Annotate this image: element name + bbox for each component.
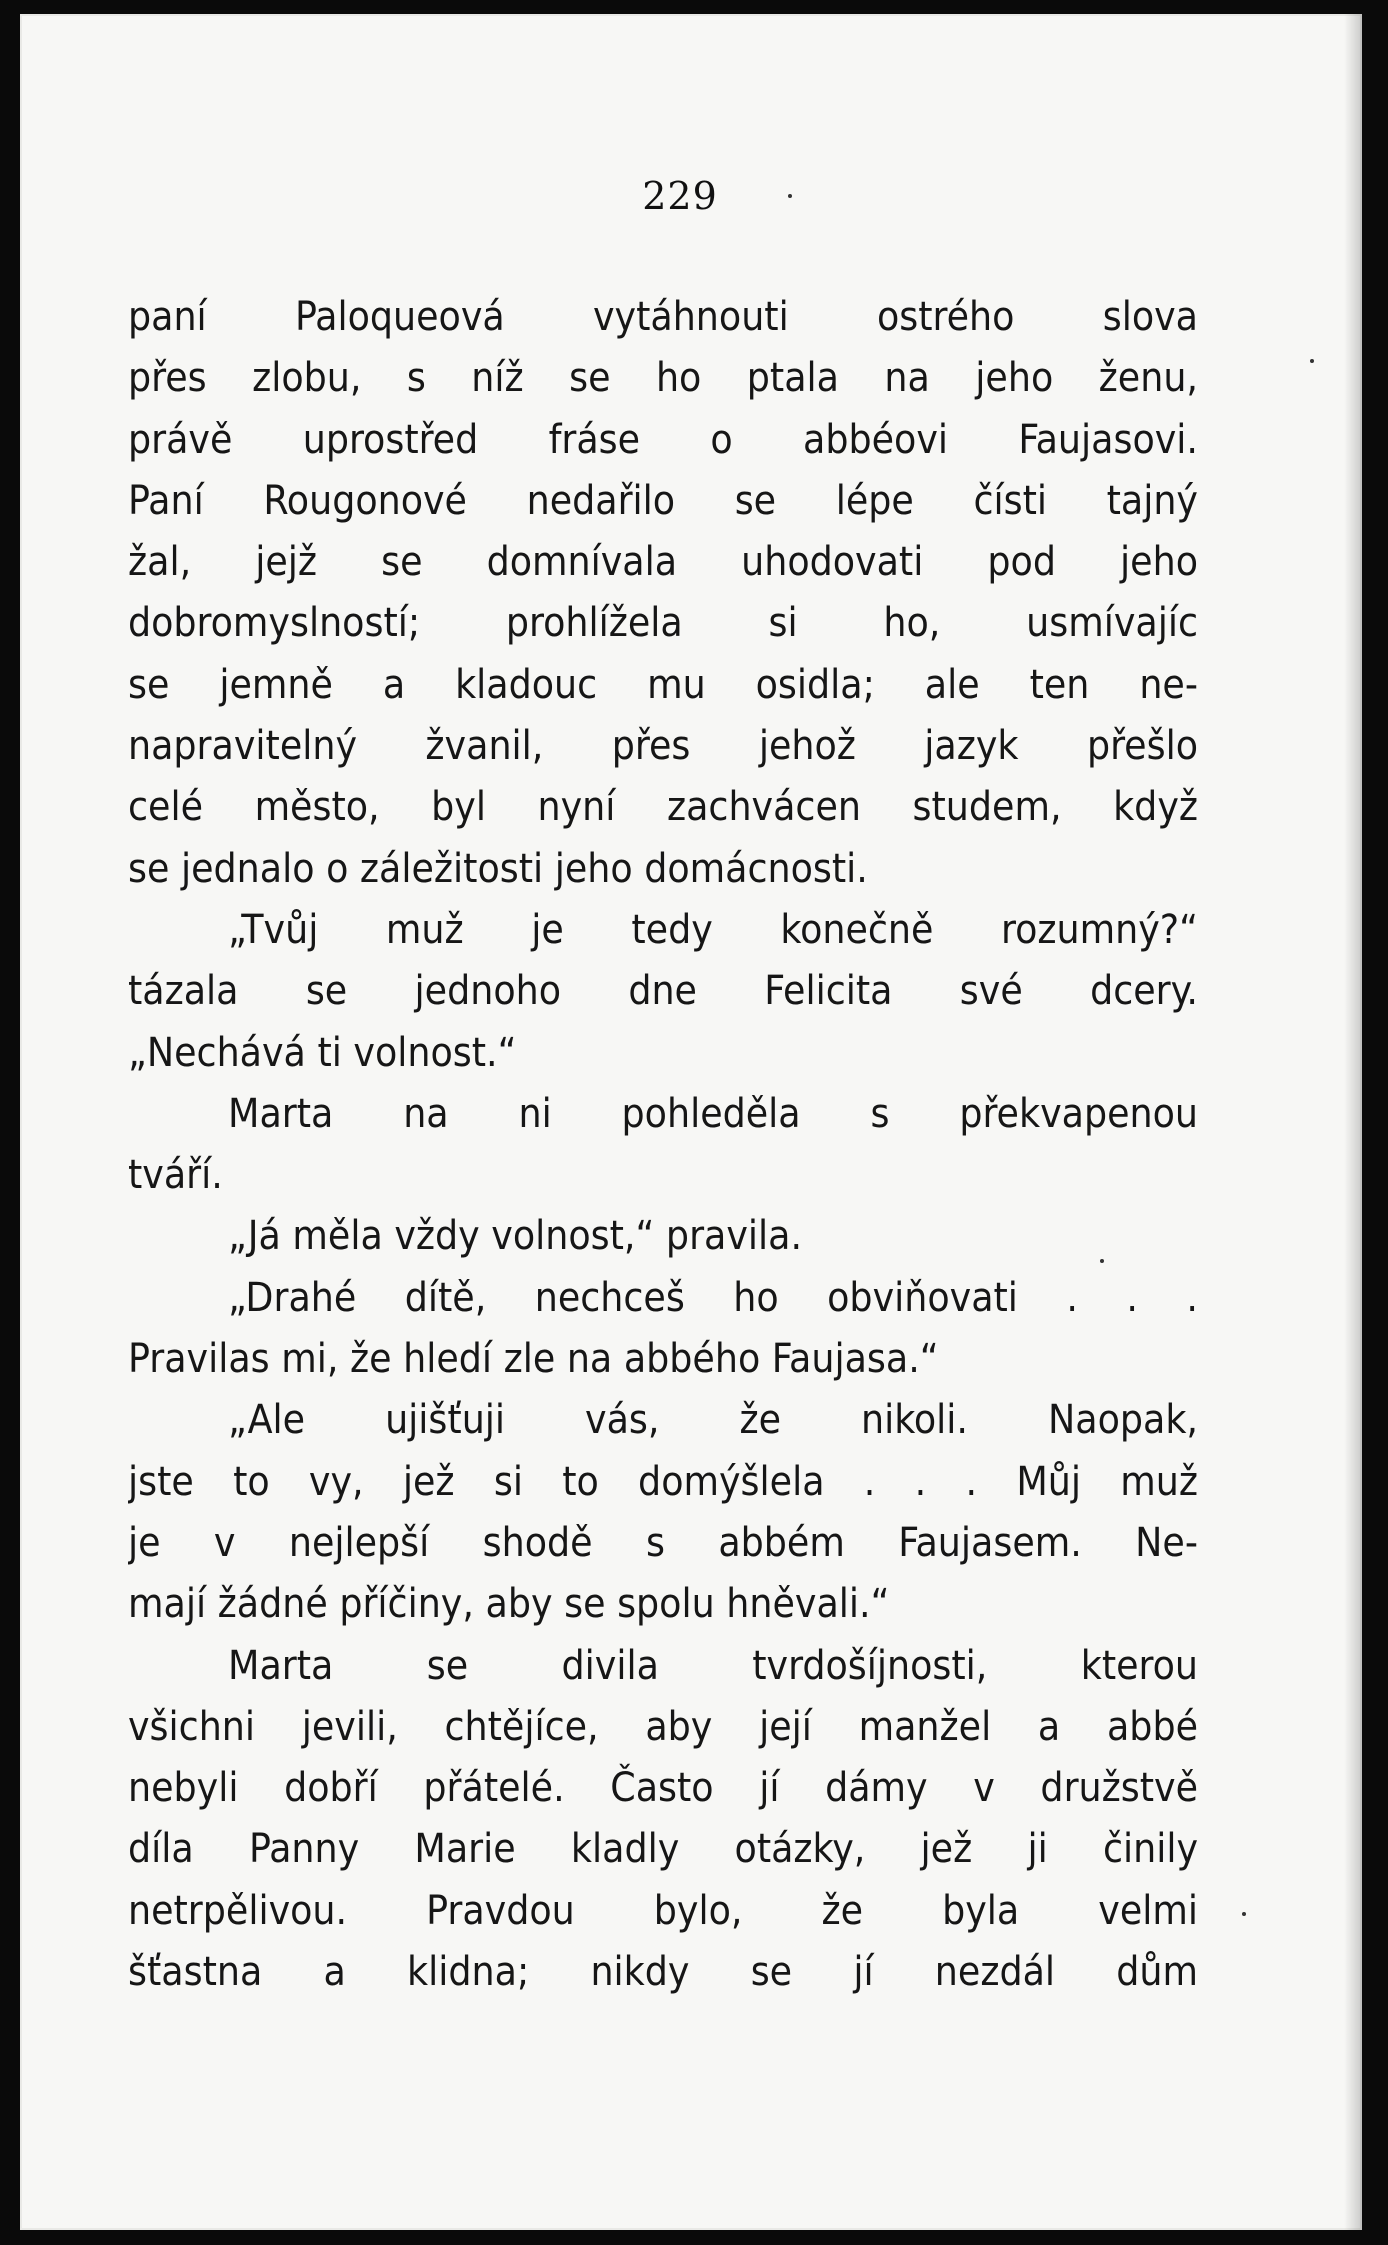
- text-line: žal, jejž se domnívala uhodovati pod jeho: [128, 537, 1198, 586]
- text-line: Marta se divila tvrdošíjnosti, kterou: [228, 1640, 1198, 1689]
- text-line: paní Paloqueová vytáhnouti ostrého slova: [128, 292, 1198, 340]
- text-line: všichni jevili, chtějíce, aby její manžel a abbé: [128, 1701, 1198, 1750]
- text-line: celé město, byl nyní zachvácen studem, když: [128, 782, 1198, 831]
- text-line: „Já měla vždy volnost,“ pravila.: [228, 1211, 803, 1260]
- text-line: Pravilas mi, že hledí zle na abbého Faujasa.“: [128, 1334, 939, 1383]
- text-line: se jednalo o záležitosti jeho domácnosti.: [128, 843, 868, 892]
- text-line: je v nejlepší shodě s abbém Faujasem. Ne-: [128, 1517, 1198, 1566]
- text-line: „Tvůj muž je tedy konečně rozumný?“: [228, 904, 1198, 953]
- page-edge-shadow: [1344, 14, 1362, 2230]
- text-line: tváří.: [128, 1150, 223, 1199]
- text-line: tázala se jednoho dne Felicita své dcery.: [128, 966, 1198, 1015]
- text-line: „Drahé dítě, nechceš ho obviňovati . . .: [228, 1272, 1198, 1321]
- text-line: napravitelný žvanil, přes jehož jazyk přešlo: [128, 721, 1198, 770]
- text-line: nebyli dobří přátelé. Často jí dámy v družstvě: [128, 1763, 1198, 1812]
- text-line: díla Panny Marie kladly otázky, jež ji činily: [128, 1824, 1198, 1873]
- print-speck: [788, 194, 792, 198]
- print-speck: [1310, 359, 1314, 363]
- text-line: dobromyslností; prohlížela si ho, usmívajíc: [128, 598, 1198, 647]
- text-line: Paní Rougonové nedařilo se lépe čísti tajný: [128, 475, 1198, 524]
- page-number: 229: [642, 174, 718, 218]
- text-line: „Ale ujišťuji vás, že nikoli. Naopak,: [228, 1395, 1198, 1444]
- text-line: netrpělivou. Pravdou bylo, že byla velmi: [128, 1885, 1198, 1934]
- text-line: Marta na ni pohleděla s překvapenou: [228, 1088, 1198, 1137]
- print-speck: [1100, 1259, 1104, 1263]
- text-line: jste to vy, jež si to domýšlela . . . Můj muž: [128, 1456, 1198, 1505]
- body-text: [128, 286, 1198, 2002]
- text-line: právě uprostřed fráse o abbéovi Faujasovi.: [128, 414, 1198, 463]
- book-page: [20, 14, 1362, 2230]
- text-line: mají žádné příčiny, aby se spolu hněvali.“: [128, 1579, 890, 1628]
- print-speck: [1242, 1912, 1246, 1916]
- text-line: šťastna a klidna; nikdy se jí nezdál dům: [128, 1947, 1198, 1996]
- text-line: se jemně a kladouc mu osidla; ale ten ne-: [128, 659, 1198, 708]
- text-line: přes zlobu, s níž se ho ptala na jeho ženu,: [128, 353, 1198, 402]
- text-line: „Nechává ti volnost.“: [128, 1027, 517, 1076]
